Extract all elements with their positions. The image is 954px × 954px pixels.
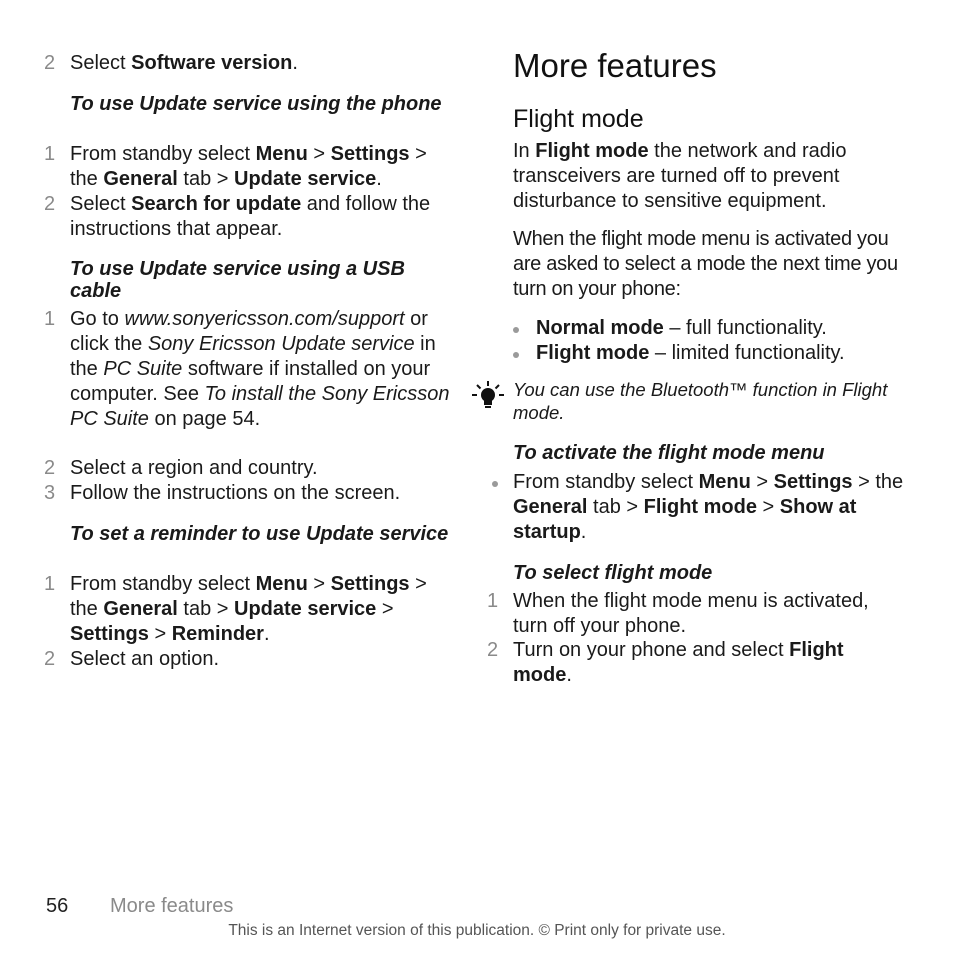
step-text: From standby select xyxy=(70,573,256,595)
step-text: tab > xyxy=(177,168,234,190)
step-text: Select a region and country. xyxy=(70,457,318,479)
step-keyword: Update service xyxy=(234,168,377,190)
step-keyword: Search for update xyxy=(131,193,302,215)
tip-text: You can use the Bluetooth™ function in Flight mode. xyxy=(513,379,888,423)
step-keyword: General xyxy=(103,598,178,620)
step-keyword: Settings xyxy=(773,471,853,493)
step-number: 2 xyxy=(44,52,56,74)
step-keyword: Flight mode xyxy=(513,639,844,686)
step-text: Follow the instructions on the screen. xyxy=(70,482,401,504)
step-text: or click the xyxy=(70,308,428,355)
step-keyword: General xyxy=(103,168,178,190)
page-number: 56 xyxy=(46,895,69,917)
step-text: Go to xyxy=(70,308,125,330)
step-keyword: Settings xyxy=(330,573,410,595)
section-heading: Flight mode xyxy=(513,105,644,133)
support-url: www.sonyericsson.com/support xyxy=(124,308,405,330)
mode-paragraph: When the flight mode menu is activated you are asked to select a mode the next time you turn on your phone: xyxy=(513,228,898,300)
step-text: . xyxy=(376,168,382,190)
step-text: Select xyxy=(70,193,132,215)
cross-reference: To install the Sony Ericsson PC Suite xyxy=(70,383,450,430)
lightbulb-icon xyxy=(471,380,505,410)
step-text: > the xyxy=(70,143,427,190)
step-select-flight-2 xyxy=(487,638,907,688)
step-text: > xyxy=(376,598,394,620)
step-number: 1 xyxy=(44,308,56,330)
step-text: > xyxy=(148,623,172,645)
step-update-usb-2 xyxy=(44,456,456,481)
step-text: > the xyxy=(70,573,427,620)
bullet-dot xyxy=(513,327,519,333)
step-keyword: Reminder xyxy=(171,623,264,645)
step-number: 1 xyxy=(487,590,499,612)
step-reference: PC Suite xyxy=(103,358,183,380)
step-text: When the flight mode menu is activated, turn off your phone. xyxy=(513,590,869,637)
step-keyword: Menu xyxy=(698,471,751,493)
step-keyword: Software version xyxy=(131,52,293,74)
step-keyword: Flight mode xyxy=(643,496,757,518)
step-text: . xyxy=(580,521,587,543)
procedure-title-activate: To activate the flight mode menu xyxy=(513,442,825,464)
bullet-keyword: Flight mode xyxy=(536,342,650,364)
step-reminder-2 xyxy=(44,647,456,672)
step-text: in the xyxy=(70,333,436,380)
bullet-normal-mode xyxy=(513,316,903,341)
copyright-notice: This is an Internet version of this publication. © Print only for private use. xyxy=(228,922,726,939)
paragraph-text: In xyxy=(513,140,536,162)
step-text: Select xyxy=(70,52,132,74)
step-number: 1 xyxy=(44,573,56,595)
step-text: on page 54. xyxy=(148,408,261,430)
step-text: . xyxy=(292,52,298,74)
step-text: . xyxy=(263,623,270,645)
procedure-title-update-phone: To use Update service using the phone xyxy=(70,93,442,115)
page-title: More features xyxy=(513,47,717,84)
step-number: 2 xyxy=(487,639,499,661)
step-text: > the xyxy=(852,471,904,493)
step-update-phone-1 xyxy=(44,142,456,192)
paragraph-text: the network and radio transceivers are turned off to prevent disturbance to sensitive equipment. xyxy=(513,140,847,212)
step-text: tab > xyxy=(587,496,644,518)
procedure-title-update-usb: To use Update service using a USB cable xyxy=(70,258,405,302)
step-keyword: Show at startup xyxy=(513,496,857,543)
step-number: 2 xyxy=(44,648,56,670)
step-update-phone-2 xyxy=(44,192,456,242)
step-keyword: Update service xyxy=(234,598,377,620)
step-text: From standby select xyxy=(70,143,256,165)
step-number: 1 xyxy=(44,143,56,165)
footer-section-title: More features xyxy=(110,895,234,917)
step-text: tab > xyxy=(177,598,234,620)
step-text: > xyxy=(756,496,780,518)
step-text: Select an option. xyxy=(70,648,219,670)
step-number: 2 xyxy=(44,457,56,479)
step-text: From standby select xyxy=(513,471,699,493)
step-text: . xyxy=(566,664,572,686)
step-reminder-1 xyxy=(44,572,456,647)
step-keyword: Menu xyxy=(255,143,308,165)
bullet-text: – full functionality. xyxy=(663,317,827,339)
bullet-dot xyxy=(492,481,498,487)
bullet-keyword: Normal mode xyxy=(536,317,664,339)
step-update-usb-1 xyxy=(44,307,456,432)
step-update-usb-3 xyxy=(44,481,456,506)
step-keyword: General xyxy=(513,496,588,518)
step-number: 3 xyxy=(44,482,56,504)
step-text: Turn on your phone and select xyxy=(513,639,790,661)
step-keyword: Settings xyxy=(330,143,410,165)
step-text: and follow the instructions that appear. xyxy=(70,193,431,240)
step-activate-flight-menu xyxy=(487,470,907,545)
step-text: > xyxy=(750,471,774,493)
procedure-title-select: To select flight mode xyxy=(513,562,713,584)
step-select-flight-1 xyxy=(487,589,907,639)
bullet-flight-mode xyxy=(513,341,903,366)
paragraph-keyword: Flight mode xyxy=(535,140,649,162)
procedure-title-reminder: To set a reminder to use Update service xyxy=(70,523,449,545)
step-text: software if installed on your computer. See xyxy=(70,358,431,405)
intro-paragraph xyxy=(513,139,898,214)
step-select-software-version xyxy=(44,51,456,76)
step-keyword: Settings xyxy=(70,623,149,645)
step-text: > xyxy=(307,143,331,165)
bullet-dot xyxy=(513,352,519,358)
step-text: > xyxy=(307,573,331,595)
step-reference: Sony Ericsson Update service xyxy=(147,333,415,355)
bullet-text: – limited functionality. xyxy=(649,342,845,364)
tip-note xyxy=(487,378,907,424)
step-keyword: Menu xyxy=(255,573,308,595)
step-number: 2 xyxy=(44,193,56,215)
